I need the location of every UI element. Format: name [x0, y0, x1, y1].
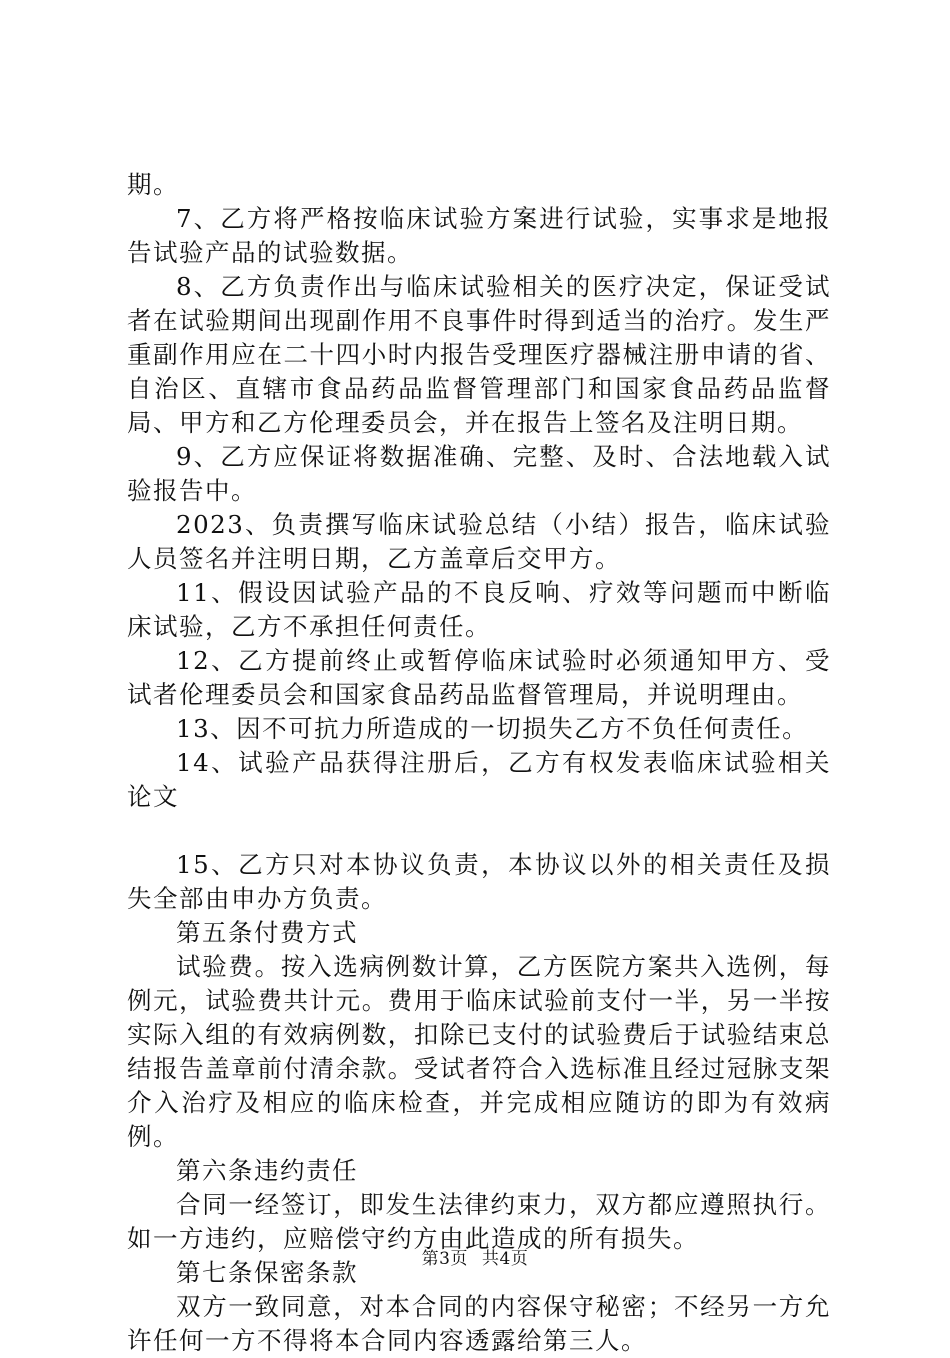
document-body — [127, 168, 831, 1358]
section-heading-payment: 第五条付费方式 — [176, 918, 358, 947]
blank-line — [127, 814, 831, 848]
clause-11: 11、假设因试验产品的不良反响、疗效等问题而中断临床试验，乙方不承担任何责任。 — [127, 578, 831, 641]
section-heading-liability: 第六条违约责任 — [176, 1156, 358, 1185]
liability-paragraph: 合同一经签订，即发生法律约束力，双方都应遵照执行。如一方违约，应赔偿守约方由此造成的所有损失。 — [127, 1190, 831, 1253]
payment-paragraph: 试验费。按入选病例数计算，乙方医院方案共入选例，每例元，试验费共计元。费用于临床试验前支付一半，另一半按实际入组的有效病例数，扣除已支付的试验费后于试验结束总结报告盖章前付清余款。受试者符合入选标准且经过冠脉支架介入治疗及相应的临床检查，并完成相应随访的即为有效病例。 — [127, 952, 831, 1151]
page-number: 第3页 — [421, 1249, 468, 1269]
clause-10: 2023、负责撰写临床试验总结（小结）报告，临床试验人员签名并注明日期，乙方盖章后交甲方。 — [127, 510, 831, 573]
clause-8: 8、乙方负责作出与临床试验相关的医疗决定，保证受试者在试验期间出现副作用不良事件时得到适当的治疗。发生严重副作用应在二十四小时内报告受理医疗器械注册申请的省、自治区、直辖市食品药品监督管理部门和国家食品药品监督局、甲方和乙方伦理委员会，并在报告上签名及注明日期。 — [127, 272, 831, 437]
clause-9: 9、乙方应保证将数据准确、完整、及时、合法地载入试验报告中。 — [127, 442, 831, 505]
confidentiality-paragraph: 双方一致同意，对本合同的内容保守秘密；不经另一方允许任何一方不得将本合同内容透露给第三人。 — [127, 1292, 831, 1355]
section-heading-confidentiality: 第七条保密条款 — [176, 1258, 358, 1287]
page-footer — [0, 1244, 950, 1269]
clause-15: 15、乙方只对本协议负责，本协议以外的相关责任及损失全部由申办方负责。 — [127, 850, 831, 913]
clause-13: 13、因不可抗力所造成的一切损失乙方不负任何责任。 — [176, 714, 809, 743]
clause-12: 12、乙方提前终止或暂停临床试验时必须通知甲方、受试者伦理委员会和国家食品药品监督管理局，并说明理由。 — [127, 646, 831, 709]
clause-7: 7、乙方将严格按临床试验方案进行试验，实事求是地报告试验产品的试验数据。 — [127, 204, 831, 267]
paragraph: 期。 — [127, 170, 179, 199]
page-total: 共4页 — [482, 1249, 529, 1269]
clause-14: 14、试验产品获得注册后，乙方有权发表临床试验相关论文 — [127, 748, 831, 811]
